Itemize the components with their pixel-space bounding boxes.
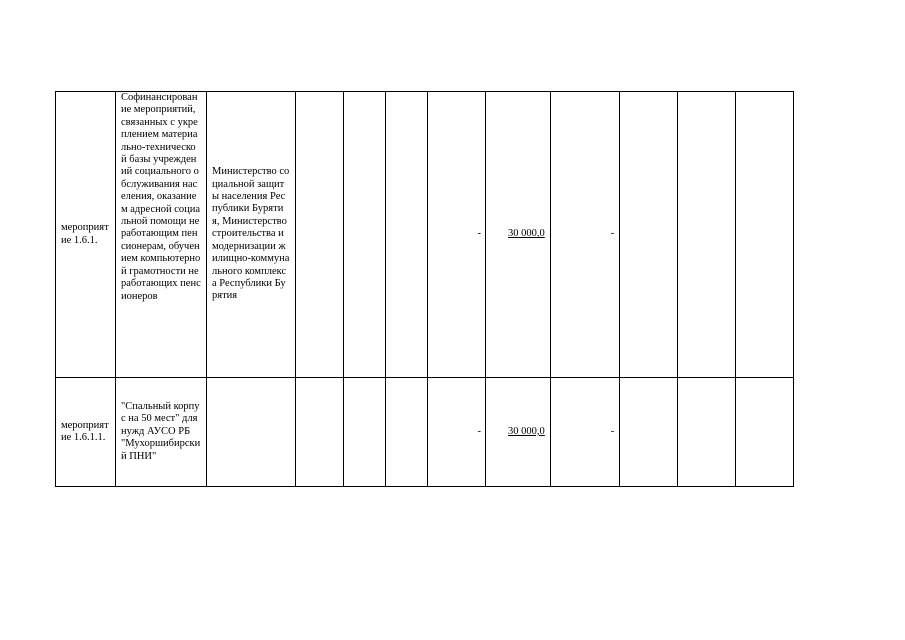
empty-cell: [296, 92, 344, 378]
empty-cell: [678, 378, 736, 487]
table-row: [56, 378, 794, 487]
empty-cell: [736, 92, 794, 378]
empty-cell: [344, 92, 386, 378]
empty-cell: [296, 378, 344, 487]
value-cell-dash: -: [428, 92, 486, 378]
empty-cell: [386, 92, 428, 378]
empty-cell: [344, 378, 386, 487]
executor-cell: Министерство социальной защиты населения Республики Бурятия, Министерство строительства и модернизации жилищно-коммунального комплекса Республики Бурятия: [207, 92, 296, 378]
empty-cell: [620, 92, 678, 378]
amount-cell: 30 000,0: [486, 92, 551, 378]
activity-code-cell: мероприятие 1.6.1.1.: [56, 378, 116, 487]
value-cell-dash: -: [550, 378, 620, 487]
activity-description-cell: "Спальный корпус на 50 мест" для нужд АУСО РБ "Мухоршибирский ПНИ": [116, 378, 207, 487]
empty-cell: [620, 378, 678, 487]
table-row: [56, 92, 794, 378]
value-cell-dash: -: [550, 92, 620, 378]
amount-cell: 30 000,0: [486, 378, 551, 487]
empty-cell: [678, 92, 736, 378]
value-cell-dash: -: [428, 378, 486, 487]
empty-cell: [386, 378, 428, 487]
program-activities-table: [55, 91, 794, 487]
executor-cell: [207, 378, 296, 487]
empty-cell: [736, 378, 794, 487]
activity-code-cell: мероприятие 1.6.1.: [56, 92, 116, 378]
activity-description-cell: Софинансирование мероприятий, связанных с укреплением материально-технической базы учреждений социального обслуживания населения, оказанием адресной социальной помощи неработающим пенсионерам, обучением компьютерной грамотности неработающих пенсионеров: [116, 92, 207, 378]
